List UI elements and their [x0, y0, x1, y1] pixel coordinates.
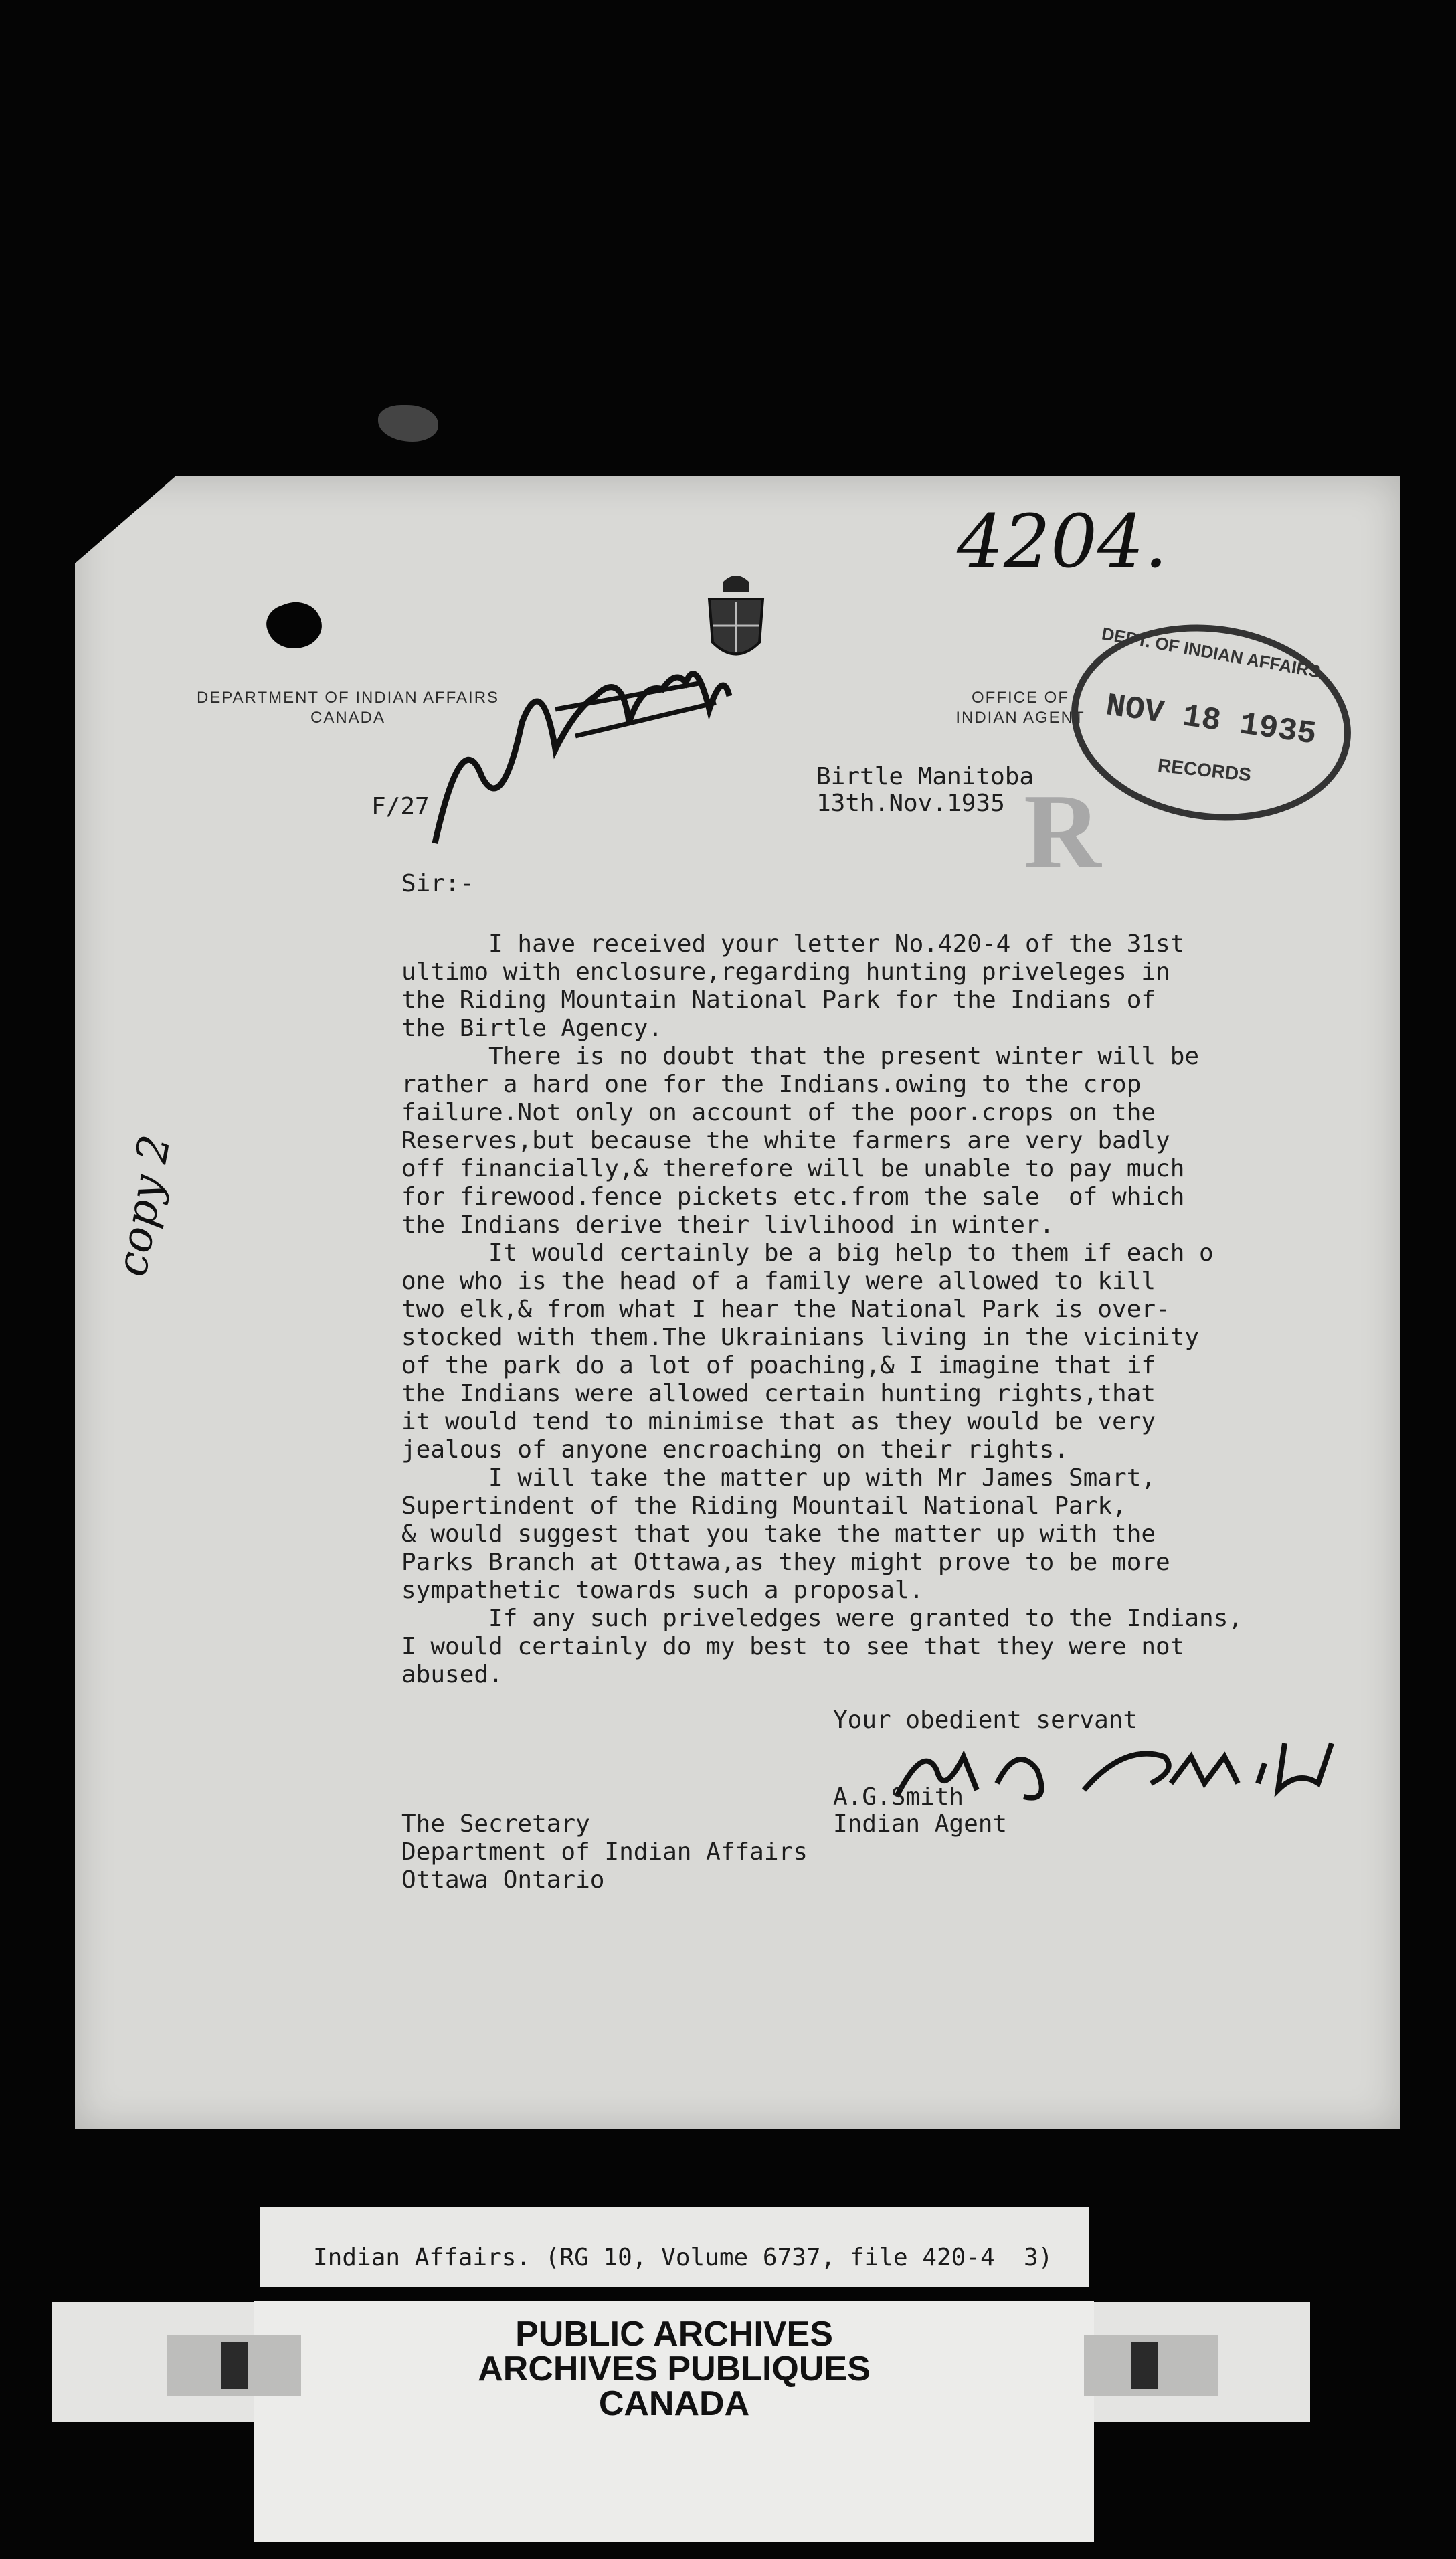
body-line: rather a hard one for the Indians.owing to the crop	[401, 1071, 1142, 1098]
folded-corner	[75, 476, 175, 563]
body-line: it would tend to minimise that as they would be very	[401, 1408, 1156, 1435]
letterhead-office: OFFICE OF	[972, 689, 1069, 707]
body-line: the Birtle Agency.	[401, 1014, 663, 1042]
salutation: Sir:-	[401, 870, 474, 897]
body-line: the Riding Mountain National Park for the Indians of	[401, 986, 1156, 1014]
archive-country: CANADA	[598, 2384, 750, 2423]
letterhead-country: CANADA	[310, 709, 386, 727]
letterhead-agent: INDIAN AGENT	[955, 709, 1085, 727]
file-number-handwritten: 4204.	[957, 499, 1168, 584]
body-line: I would certainly do my best to see that they were not	[401, 1633, 1185, 1660]
body-line: Supertindent of the Riding Mountail National Park,	[401, 1492, 1127, 1520]
stamp-records: RECORDS	[1156, 754, 1253, 786]
margin-note-handwritten: copy 2	[107, 1131, 181, 1280]
signer-title: Indian Agent	[833, 1810, 1008, 1838]
file-reference: F/27	[371, 793, 430, 820]
body-line: of the park do a lot of poaching,& I imagine that if	[401, 1352, 1156, 1379]
body-line: I have received your letter No.420-4 of the 31st	[401, 930, 1185, 958]
letter-date: 13th.Nov.1935	[816, 790, 1005, 817]
stamp-date: NOV 18 1935	[1103, 688, 1319, 754]
body-line: off financially,& therefore will be unable to pay much	[401, 1155, 1185, 1182]
archive-title-fr: ARCHIVES PUBLIQUES	[478, 2350, 871, 2388]
body-line: stocked with them.The Ukrainians living in the vicinity	[401, 1324, 1200, 1351]
body-line: ultimo with enclosure,regarding hunting priveleges in	[401, 958, 1170, 986]
body-line: & would suggest that you take the matter up with the	[401, 1520, 1156, 1548]
body-line: abused.	[401, 1661, 503, 1688]
recipient-line: Ottawa Ontario	[401, 1866, 605, 1894]
letter-place: Birtle Manitoba	[816, 763, 1034, 790]
archive-reference-label	[260, 2207, 1089, 2287]
body-line: one who is the head of a family were allowed to kill	[401, 1267, 1156, 1295]
body-line: It would certainly be a big help to them if each o	[401, 1239, 1214, 1267]
recipient-block	[401, 1810, 808, 1894]
tape-clip-left	[221, 2342, 248, 2389]
body-line: Reserves,but because the white farmers are very badly	[401, 1127, 1170, 1154]
closing: Your obedient servant	[833, 1706, 1138, 1734]
body-line: jealous of anyone encroaching on their rights.	[401, 1436, 1069, 1464]
body-line: sympathetic towards such a proposal.	[401, 1577, 924, 1604]
stamp-r-mark: R	[1024, 772, 1101, 891]
stamp-department: DEPT. OF INDIAN AFFAIRS	[1100, 623, 1322, 682]
recipient-line: Department of Indian Affairs	[401, 1838, 808, 1866]
body-line: the Indians derive their livlihood in winter.	[401, 1211, 1055, 1239]
body-line: There is no doubt that the present winter will be	[401, 1043, 1200, 1070]
body-line: two elk,& from what I hear the National Park is over-	[401, 1296, 1170, 1323]
letterhead-department: DEPARTMENT OF INDIAN AFFAIRS	[196, 689, 500, 707]
body-line: If any such priveledges were granted to the Indians,	[401, 1605, 1243, 1632]
signer-name: A.G.Smith	[833, 1783, 964, 1811]
tape-clip-right	[1131, 2342, 1158, 2389]
body-line: I will take the matter up with Mr James Smart,	[401, 1464, 1156, 1492]
body-line: Parks Branch at Ottawa,as they might prove to be more	[401, 1549, 1170, 1576]
body-line: for firewood.fence pickets etc.from the sale of which	[401, 1183, 1185, 1211]
archive-reference: Indian Affairs. (RG 10, Volume 6737, file 420-4 3)	[313, 2244, 1053, 2271]
dust-speck	[378, 405, 438, 442]
body-line: failure.Not only on account of the poor.crops on the	[401, 1099, 1156, 1126]
scribbled-signature-mark	[422, 642, 736, 857]
body-line: the Indians were allowed certain hunting rights,that	[401, 1380, 1156, 1407]
archive-title-en: PUBLIC ARCHIVES	[515, 2315, 833, 2354]
recipient-line: The Secretary	[401, 1810, 590, 1838]
letter-body	[401, 930, 1243, 1689]
